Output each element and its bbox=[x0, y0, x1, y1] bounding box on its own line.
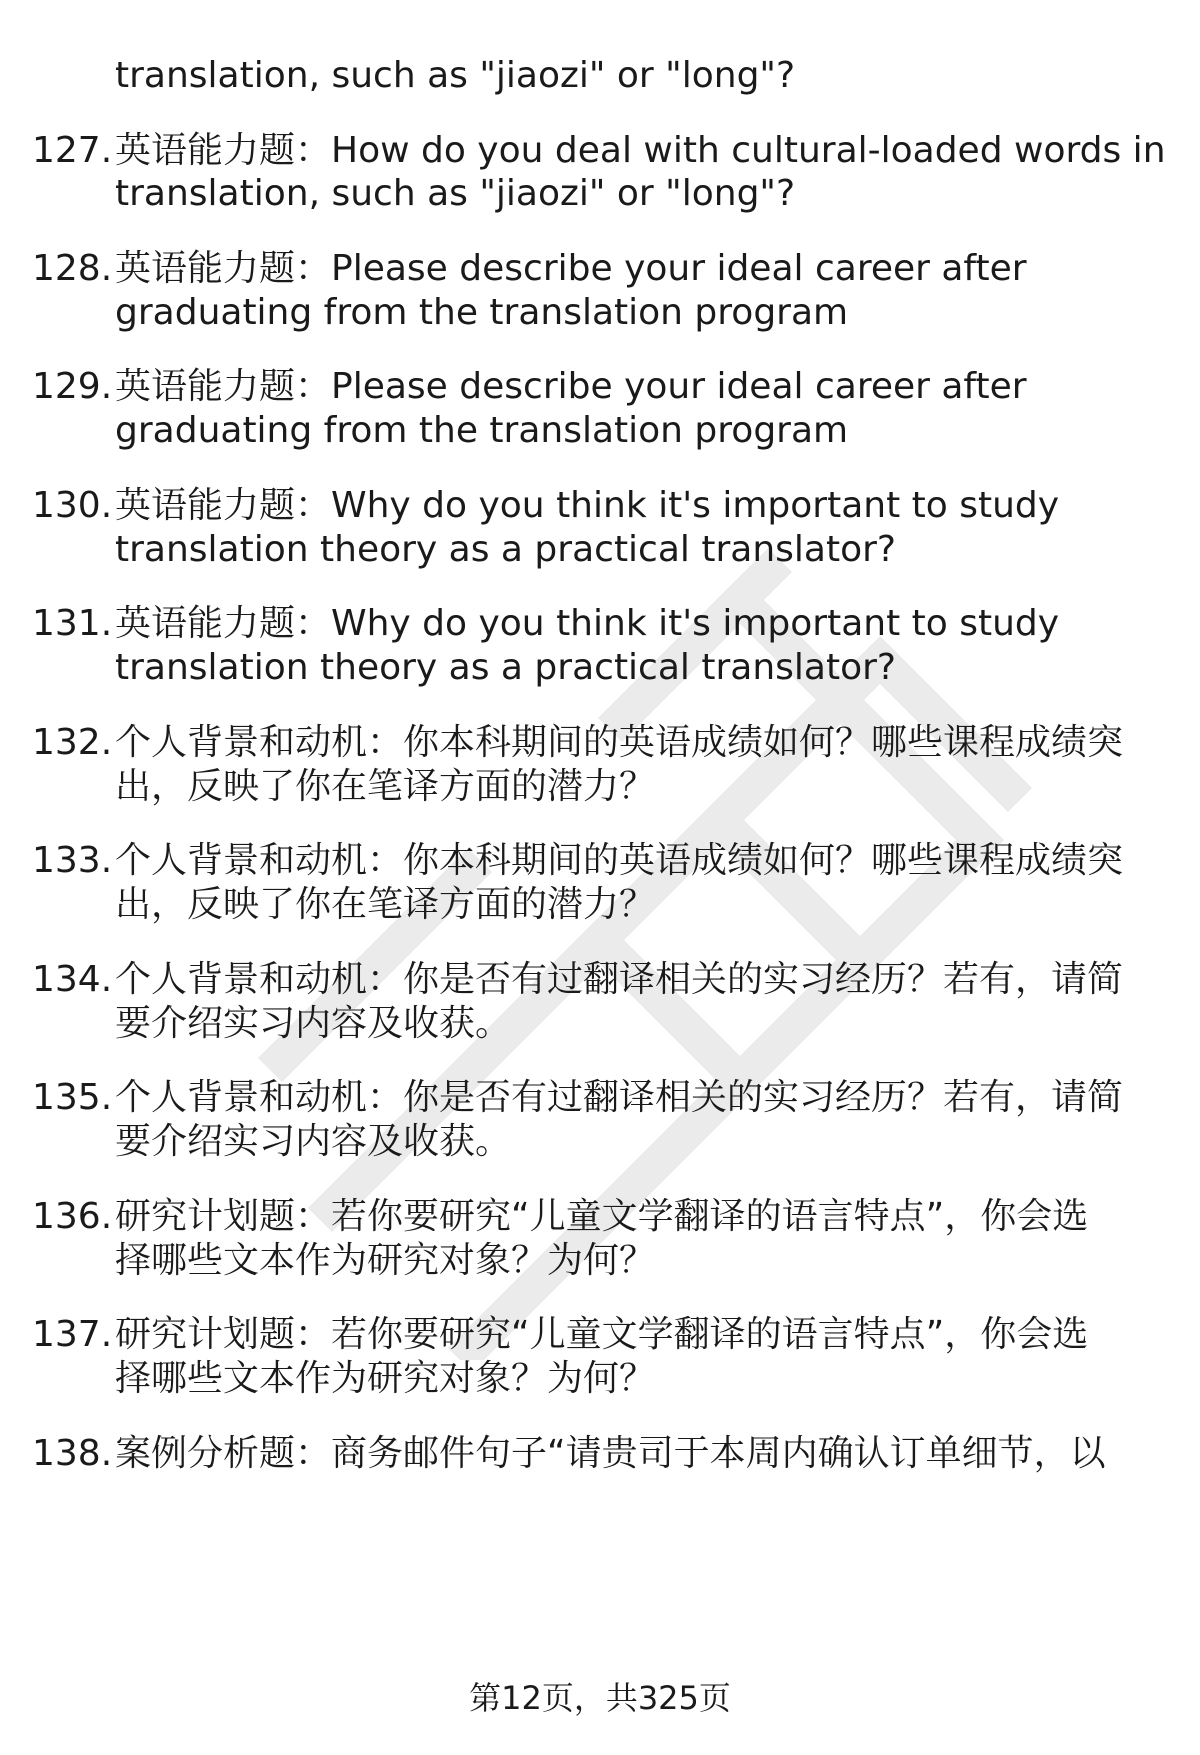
item-text-line: 个人背景和动机：你是否有过翻译相关的实习经历？若有，请简 bbox=[115, 1077, 1124, 1118]
item-number: 131. bbox=[32, 603, 113, 644]
continuation-text: translation, such as "jiaozi" or "long"? bbox=[115, 55, 796, 96]
item-text-line: 择哪些文本作为研究对象？为何？ bbox=[115, 1358, 656, 1399]
item-number: 134. bbox=[32, 959, 113, 1000]
item-number: 130. bbox=[32, 485, 113, 526]
item-number: 138. bbox=[32, 1433, 113, 1474]
item-text-line: 英语能力题：Please describe your ideal career after bbox=[115, 366, 1027, 407]
item-text-line: 研究计划题：若你要研究“儿童文学翻译的语言特点”，你会选 bbox=[115, 1196, 1089, 1237]
item-number: 137. bbox=[32, 1314, 113, 1355]
item-number: 133. bbox=[32, 840, 113, 881]
page-number-footer: 第12页，共325页 bbox=[469, 1679, 731, 1717]
item-text-line: graduating from the translation program bbox=[115, 292, 849, 333]
item-text-line: 个人背景和动机：你本科期间的英语成绩如何？哪些课程成绩突 bbox=[115, 722, 1124, 763]
item-number: 128. bbox=[32, 248, 113, 289]
item-number: 127. bbox=[32, 130, 113, 171]
item-text-line: 英语能力题：Why do you think it's important to study bbox=[115, 485, 1060, 526]
item-text-line: 出，反映了你在笔译方面的潜力？ bbox=[115, 766, 656, 807]
item-text-line: 研究计划题：若你要研究“儿童文学翻译的语言特点”，你会选 bbox=[115, 1314, 1089, 1355]
item-text-line: 个人背景和动机：你本科期间的英语成绩如何？哪些课程成绩突 bbox=[115, 840, 1124, 881]
item-text-line: graduating from the translation program bbox=[115, 410, 849, 451]
item-text-line: translation, such as "jiaozi" or "long"? bbox=[115, 173, 796, 214]
item-text-line: 出，反映了你在笔译方面的潜力？ bbox=[115, 884, 656, 925]
item-text-line: 要介绍实习内容及收获。 bbox=[115, 1121, 512, 1162]
item-text-line: translation theory as a practical translator? bbox=[115, 529, 897, 570]
item-number: 132. bbox=[32, 722, 113, 763]
item-text-line: 要介绍实习内容及收获。 bbox=[115, 1003, 512, 1044]
item-text-line: 案例分析题：商务邮件句子“请贵司于本周内确认订单细节，以 bbox=[115, 1433, 1106, 1474]
item-text-line: 个人背景和动机：你是否有过翻译相关的实习经历？若有，请简 bbox=[115, 959, 1124, 1000]
item-text-line: 英语能力题：Why do you think it's important to study bbox=[115, 603, 1060, 644]
item-text-line: 英语能力题：Please describe your ideal career after bbox=[115, 248, 1027, 289]
item-text-line: translation theory as a practical translator? bbox=[115, 647, 897, 688]
item-number: 129. bbox=[32, 366, 113, 407]
item-number: 135. bbox=[32, 1077, 113, 1118]
item-number: 136. bbox=[32, 1196, 113, 1237]
item-text-line: 英语能力题：How do you deal with cultural-loaded words in bbox=[115, 130, 1166, 171]
item-text-line: 择哪些文本作为研究对象？为何？ bbox=[115, 1240, 656, 1281]
